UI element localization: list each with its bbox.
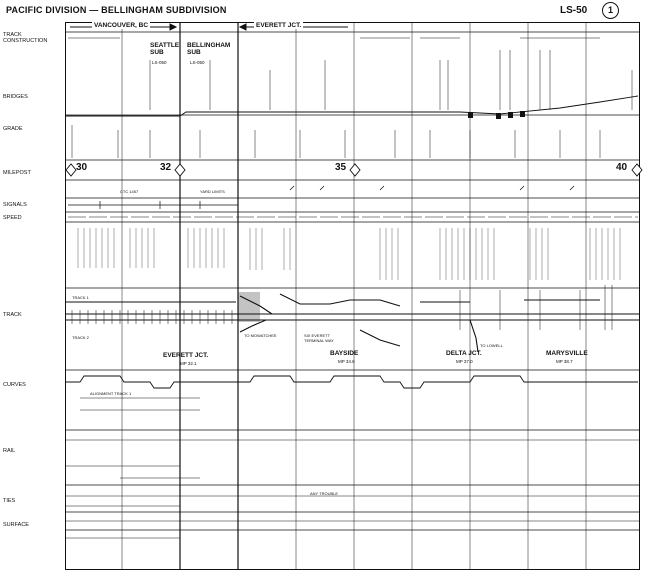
track-2-label: TRACK 2 <box>72 335 89 340</box>
station-delta-jct-mp: MP 37.0 <box>456 359 473 364</box>
station-everett-jct: EVERETT JCT. <box>163 352 209 359</box>
station-marysville: MARYSVILLE <box>546 350 588 357</box>
milepost-40: 40 <box>616 162 628 173</box>
row-label-ties: TIES <box>3 498 16 504</box>
row-label-bridges: BRIDGES <box>3 94 28 100</box>
yard-limits-label: YARD LIMITS <box>200 189 225 194</box>
row-label-speed: SPEED <box>3 215 22 221</box>
bellingham-sub-label: BELLINGHAM SUB <box>187 42 231 56</box>
station-everett-jct-mp: MP 32.1 <box>180 361 197 366</box>
milepost-30: 30 <box>76 162 88 173</box>
to-lowell-label: TO LOWELL <box>480 343 503 348</box>
station-bayside: BAYSIDE <box>330 350 359 357</box>
any-trouble-label: ANY TROUBLE <box>310 491 339 496</box>
track-1-label: TRACK 1 <box>72 295 89 300</box>
six-everett-label: SIX EVERETT TERMINAL WAY <box>304 333 334 343</box>
direction-right-label: EVERETT JCT. <box>256 22 302 29</box>
row-label-curves: CURVES <box>3 382 26 388</box>
station-bayside-mp: MP 34.6 <box>338 359 355 364</box>
to-mowatchee-label: TO MOWATCHEE <box>244 333 277 338</box>
sheet-id: LS-50 <box>560 5 588 16</box>
seattle-sub-code: LS-050 <box>152 60 167 65</box>
milepost-32: 32 <box>160 162 172 173</box>
seattle-sub-label: SEATTLE SUB <box>150 42 180 56</box>
bellingham-sub-code: LS-050 <box>190 60 205 65</box>
direction-left-label: VANCOUVER, BC <box>94 22 149 29</box>
row-label-grade: GRADE <box>3 126 23 132</box>
row-label-surface: SURFACE <box>3 522 29 528</box>
alignment-track-label: ALIGNMENT TRACK 1 <box>90 391 132 396</box>
station-delta-jct: DELTA JCT. <box>446 350 482 357</box>
milepost-35: 35 <box>335 162 347 173</box>
sheet-number-badge: 1 <box>602 2 619 19</box>
station-marysville-mp: MP 38.7 <box>556 359 573 364</box>
row-label-track-construction: TRACK CONSTRUCTION <box>3 32 48 44</box>
row-label-track: TRACK <box>3 312 22 318</box>
ctc-label: CTC 1457 <box>120 189 139 194</box>
row-label-signals: SIGNALS <box>3 202 27 208</box>
sheet-title: PACIFIC DIVISION — BELLINGHAM SUBDIVISION <box>6 5 227 15</box>
row-label-milepost: MILEPOST <box>3 170 31 176</box>
row-label-rail: RAIL <box>3 448 16 454</box>
